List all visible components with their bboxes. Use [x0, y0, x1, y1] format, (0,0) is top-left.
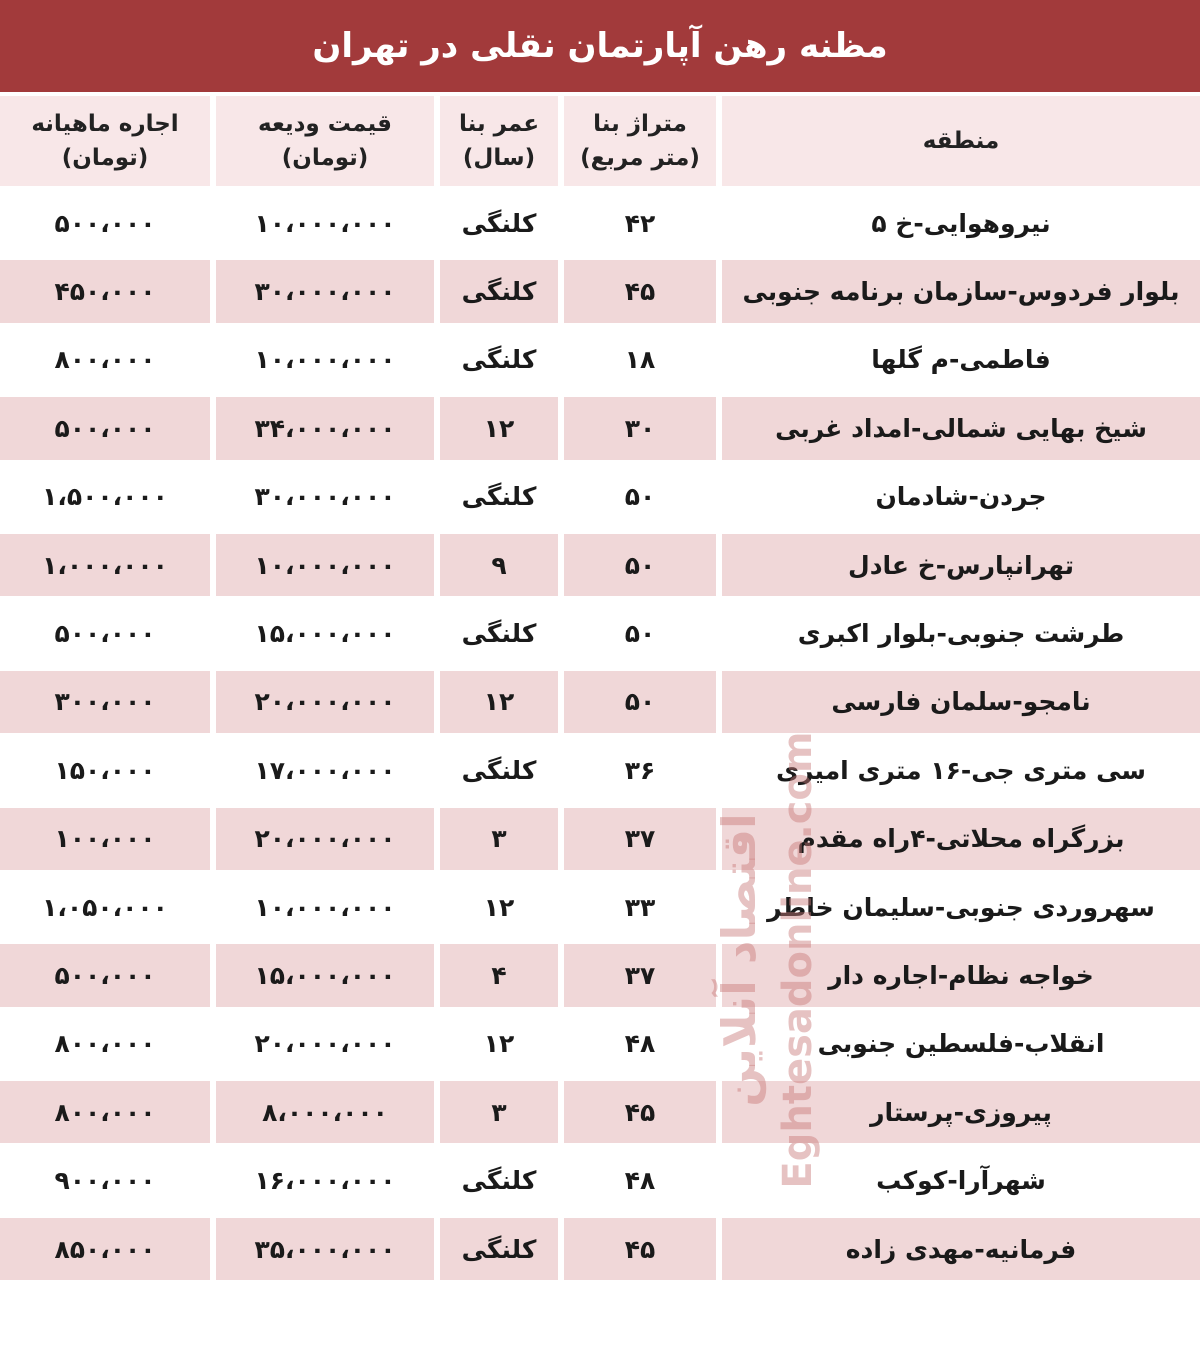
cell-area: ۳۷: [558, 944, 716, 1012]
cell-deposit: ۱۵،۰۰۰،۰۰۰: [210, 944, 434, 1012]
cell-region: فرمانیه-مهدی زاده: [716, 1218, 1200, 1286]
cell-region: سهروردی جنوبی-سلیمان خاطر: [716, 876, 1200, 944]
rent-table: [0, 96, 1200, 1286]
cell-region: بلوار فردوس-سازمان برنامه جنوبی: [716, 260, 1200, 328]
cell-rent: ۴۵۰،۰۰۰: [0, 260, 210, 328]
cell-deposit: ۱۰،۰۰۰،۰۰۰: [210, 876, 434, 944]
table-row: [0, 808, 1200, 876]
cell-area: ۵۰: [558, 602, 716, 670]
cell-area: ۴۸: [558, 1013, 716, 1081]
cell-region: پیروزی-پرستار: [716, 1081, 1200, 1149]
table-row: [0, 329, 1200, 397]
watermark-fa: اقتصاد آنلاین: [712, 813, 766, 1107]
cell-rent: ۸۵۰،۰۰۰: [0, 1218, 210, 1286]
cell-area: ۴۵: [558, 260, 716, 328]
cell-age: ۱۲: [434, 671, 558, 739]
cell-rent: ۳۰۰،۰۰۰: [0, 671, 210, 739]
cell-rent: ۵۰۰،۰۰۰: [0, 944, 210, 1012]
table-row: [0, 671, 1200, 739]
page-title: مظنه رهن آپارتمان نقلی در تهران: [312, 26, 888, 66]
cell-age: ۳: [434, 1081, 558, 1149]
cell-rent: ۸۰۰،۰۰۰: [0, 1081, 210, 1149]
cell-rent: ۱،۵۰۰،۰۰۰: [0, 466, 210, 534]
cell-rent: ۸۰۰،۰۰۰: [0, 1013, 210, 1081]
table-row: [0, 534, 1200, 602]
cell-area: ۱۸: [558, 329, 716, 397]
cell-area: ۴۸: [558, 1149, 716, 1217]
cell-area: ۴۵: [558, 1081, 716, 1149]
cell-rent: ۸۰۰،۰۰۰: [0, 329, 210, 397]
cell-age: کلنگی: [434, 192, 558, 260]
cell-age: ۹: [434, 534, 558, 602]
cell-deposit: ۱۰،۰۰۰،۰۰۰: [210, 192, 434, 260]
cell-age: ۱۲: [434, 397, 558, 465]
cell-area: ۵۰: [558, 534, 716, 602]
cell-age: ۳: [434, 808, 558, 876]
table-row: [0, 739, 1200, 807]
table-row: [0, 1081, 1200, 1149]
table-row: [0, 1013, 1200, 1081]
cell-region: تهرانپارس-خ عادل: [716, 534, 1200, 602]
cell-age: کلنگی: [434, 1218, 558, 1286]
cell-rent: ۵۰۰،۰۰۰: [0, 192, 210, 260]
table-row: [0, 397, 1200, 465]
cell-region: طرشت جنوبی-بلوار اکبری: [716, 602, 1200, 670]
cell-age: کلنگی: [434, 1149, 558, 1217]
table-row: [0, 602, 1200, 670]
watermark-en: Eghtesadonline.com: [775, 731, 821, 1189]
table-row: [0, 192, 1200, 260]
cell-region: سی متری جی-۱۶ متری امیری: [716, 739, 1200, 807]
header-deposit-label: قیمت ودیعه: [258, 110, 392, 137]
header-rent-unit: (تومان): [61, 145, 149, 171]
cell-area: ۳۳: [558, 876, 716, 944]
header-rent: [0, 96, 210, 192]
header-area-unit: (متر مربع): [580, 145, 700, 171]
table-row: [0, 876, 1200, 944]
cell-age: کلنگی: [434, 602, 558, 670]
cell-area: ۳۷: [558, 808, 716, 876]
cell-deposit: ۳۴،۰۰۰،۰۰۰: [210, 397, 434, 465]
table-row: [0, 260, 1200, 328]
cell-area: ۳۰: [558, 397, 716, 465]
cell-age: کلنگی: [434, 329, 558, 397]
cell-age: کلنگی: [434, 260, 558, 328]
header-rent-label: اجاره ماهیانه: [31, 110, 179, 137]
cell-age: ۱۲: [434, 1013, 558, 1081]
table-body: [0, 192, 1200, 1286]
cell-region: فاطمی-م گلها: [716, 329, 1200, 397]
cell-rent: ۱۵۰،۰۰۰: [0, 739, 210, 807]
cell-area: ۳۶: [558, 739, 716, 807]
header-row: [0, 96, 1200, 192]
cell-rent: ۹۰۰،۰۰۰: [0, 1149, 210, 1217]
table-row: [0, 1149, 1200, 1217]
cell-region: خواجه نظام-اجاره دار: [716, 944, 1200, 1012]
header-area-label: متراژ بنا: [593, 110, 687, 137]
cell-age: کلنگی: [434, 739, 558, 807]
header-age-unit: (سال): [462, 145, 536, 171]
cell-deposit: ۲۰،۰۰۰،۰۰۰: [210, 808, 434, 876]
header-age-label: عمر بنا: [458, 110, 540, 137]
cell-age: ۱۲: [434, 876, 558, 944]
cell-deposit: ۳۰،۰۰۰،۰۰۰: [210, 466, 434, 534]
header-age: [434, 96, 558, 192]
cell-rent: ۱۰۰،۰۰۰: [0, 808, 210, 876]
cell-region: شیخ بهایی شمالی-امداد غربی: [716, 397, 1200, 465]
table-row: [0, 466, 1200, 534]
header-region: منطقه: [716, 96, 1200, 192]
cell-deposit: ۱۶،۰۰۰،۰۰۰: [210, 1149, 434, 1217]
cell-region: جردن-شادمان: [716, 466, 1200, 534]
cell-deposit: ۱۰،۰۰۰،۰۰۰: [210, 329, 434, 397]
header-area: [558, 96, 716, 192]
cell-deposit: ۱۰،۰۰۰،۰۰۰: [210, 534, 434, 602]
cell-area: ۵۰: [558, 671, 716, 739]
table-row: [0, 1218, 1200, 1286]
cell-deposit: ۳۵،۰۰۰،۰۰۰: [210, 1218, 434, 1286]
cell-area: ۴۵: [558, 1218, 716, 1286]
cell-rent: ۱،۰۵۰،۰۰۰: [0, 876, 210, 944]
cell-region: نامجو-سلمان فارسی: [716, 671, 1200, 739]
cell-rent: ۱،۰۰۰،۰۰۰: [0, 534, 210, 602]
cell-region: نیروهوایی-خ ۵: [716, 192, 1200, 260]
header-deposit-unit: (تومان): [281, 145, 369, 171]
cell-age: ۴: [434, 944, 558, 1012]
cell-deposit: ۱۵،۰۰۰،۰۰۰: [210, 602, 434, 670]
cell-region: انقلاب-فلسطین جنوبی: [716, 1013, 1200, 1081]
cell-age: کلنگی: [434, 466, 558, 534]
cell-rent: ۵۰۰،۰۰۰: [0, 602, 210, 670]
cell-region: بزرگراه محلاتی-۴راه مقدم: [716, 808, 1200, 876]
cell-deposit: ۳۰،۰۰۰،۰۰۰: [210, 260, 434, 328]
cell-deposit: ۲۰،۰۰۰،۰۰۰: [210, 671, 434, 739]
cell-deposit: ۲۰،۰۰۰،۰۰۰: [210, 1013, 434, 1081]
cell-deposit: ۸،۰۰۰،۰۰۰: [210, 1081, 434, 1149]
cell-area: ۴۲: [558, 192, 716, 260]
cell-region: شهرآرا-کوکب: [716, 1149, 1200, 1217]
header-deposit: [210, 96, 434, 192]
table-header: [0, 96, 1200, 192]
cell-area: ۵۰: [558, 466, 716, 534]
table-row: [0, 944, 1200, 1012]
cell-deposit: ۱۷،۰۰۰،۰۰۰: [210, 739, 434, 807]
title-bar: [0, 0, 1200, 92]
cell-rent: ۵۰۰،۰۰۰: [0, 397, 210, 465]
